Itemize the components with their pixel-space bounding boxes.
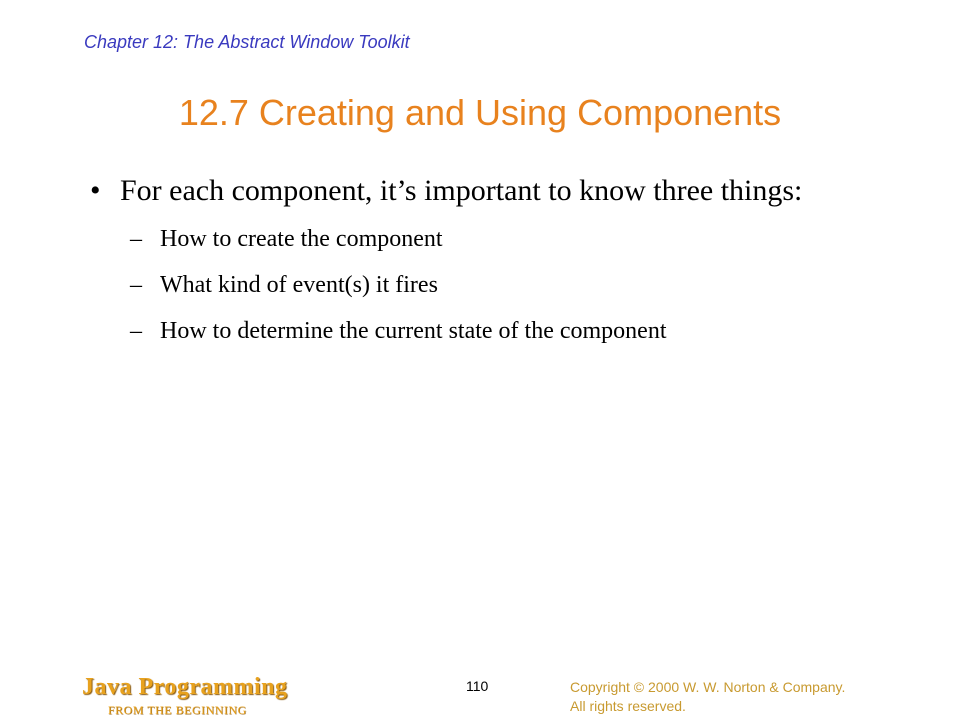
copyright-notice	[570, 678, 910, 716]
sub-dash: –	[130, 226, 142, 252]
bullet-item	[90, 170, 890, 212]
book-logo	[82, 674, 288, 718]
sub-text: How to create the component	[160, 226, 443, 252]
sub-dash: –	[130, 318, 142, 344]
bullet-list	[90, 170, 890, 354]
sub-item	[90, 262, 890, 308]
sub-text: What kind of event(s) it fires	[160, 272, 438, 298]
chapter-heading: Chapter 12: The Abstract Window Toolkit	[84, 32, 410, 52]
logo-subtitle: FROM THE BEGINNING	[108, 703, 247, 717]
sub-item	[90, 308, 890, 354]
bullet-dot: •	[90, 174, 101, 207]
logo-title: Java Programming	[82, 674, 288, 700]
sub-list	[90, 216, 890, 354]
sub-dash: –	[130, 272, 142, 298]
sub-text: How to determine the current state of the component	[160, 318, 667, 344]
copyright-line-1: Copyright © 2000 W. W. Norton & Company.	[570, 679, 846, 695]
bullet-text: For each component, it’s important to know three things:	[120, 174, 803, 207]
sub-item	[90, 216, 890, 262]
slide-title: 12.7 Creating and Using Components	[178, 92, 782, 133]
page-number: 110	[466, 678, 489, 694]
copyright-line-2: All rights reserved.	[570, 698, 686, 714]
